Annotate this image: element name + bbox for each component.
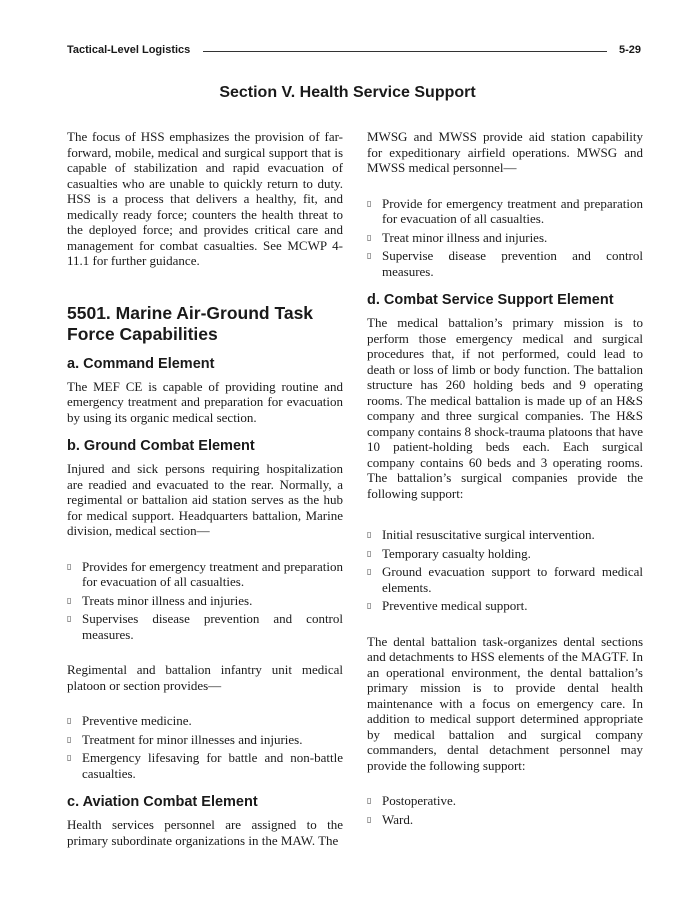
right-column [367,129,643,839]
bullet-icon: ▯ [67,595,72,605]
list-item: ▯ Ward. [367,811,414,827]
bullet-icon: ▯ [367,530,372,539]
subheading-command-element: a. Command Element [67,355,215,372]
bullet-icon: ▯ [67,561,72,571]
bullet-icon: ▯ [367,601,372,610]
list-item: ▯ Postoperative. [367,793,457,808]
list-item: ▯ Preventive medical support. [367,598,528,613]
subheading-ground-combat-element: b. Ground Combat Element [67,438,255,454]
bullet-icon: ▯ [67,753,72,762]
aviation-combat-paragraph: Health services personnel are assigned to the primary subordinate organizations in the MAW. The [67,817,343,848]
subheading-combat-service-support-element: d. Combat Service Support Element [367,292,614,308]
bullet-icon: ▯ [367,198,372,208]
bullet-icon: ▯ [367,796,372,805]
section-title: Section V. Health Service Support [219,84,476,101]
bullet-icon: ▯ [67,614,72,623]
list-item: ▯ Treatment for minor illnesses and injuries. [67,731,303,747]
medical-battalion-paragraph: The medical battalion’s primary mission is to perform those emergency medical and surgical procedures that, if not performed, could lead to death or loss of limb or body function. The battalion structure has 260 holding beds and 9 operating rooms. The medical battalion is made up of an H&S company and three surgical companies. The H&S company contains 8 shock-trauma platoons that have 10 patient-holding beds each. Each surgical company contains 60 beds and 3 operating rooms. The battalion’s surgical companies provide the following support: [367,315,643,501]
command-element-paragraph: The MEF CE is capable of providing routine and emergency treatment and preparation for evacuation by using its organic medical section. [67,378,343,425]
list-item: ▯ Supervise disease prevention and control measures. [367,248,643,279]
ground-combat-list-2 [67,713,343,781]
bullet-icon: ▯ [367,251,372,260]
subheading-aviation-combat-element: c. Aviation Combat Element [67,794,258,810]
medical-battalion-list [367,527,643,614]
list-item: ▯ Initial resuscitative surgical intervention. [367,527,595,542]
list-item: ▯ Preventive medicine. [67,713,192,728]
list-item: ▯ Provide for emergency treatment and preparation for evacuation of all casualties. [367,195,643,226]
header-chapter-title: Tactical-Level Logistics [67,44,191,56]
list-item: ▯ Temporary casualty holding. [367,545,531,561]
aviation-combat-paragraph-continued: MWSG and MWSS provide aid station capability for expeditionary airfield operations. MWSG and MWSS medical personnel— [367,129,643,175]
bullet-icon: ▯ [367,567,372,576]
aviation-combat-list [367,196,643,280]
list-item: ▯ Supervises disease prevention and control measures. [67,611,343,642]
list-item: ▯ Treats minor illness and injuries. [67,592,253,608]
dental-battalion-paragraph: The dental battalion task-organizes dental sections and detachments to HSS elements of the MAGTF. In an operational environment, the dental battalion’s primary mission is to provide dental health maintenance with a focus on emergency care. In addition to medical support determined appropriate by medical battalion and surgical company commanders, dental detachment personnel may provide the following support: [367,633,643,773]
dental-battalion-list [367,793,643,827]
running-header [67,44,641,60]
bullet-icon: ▯ [67,734,72,744]
bullet-icon: ▯ [67,716,72,725]
ground-combat-paragraph: Injured and sick persons requiring hospitalization are readied and evacuated to the rear. Normally, a regimental or battalion aid station serves as the hub for medical support. Headquarters battalion, Marine division, medical section— [67,461,343,538]
bullet-icon: ▯ [367,814,372,824]
ground-combat-list-1 [67,559,343,643]
heading-5501: 5501. Marine Air-Ground Task Force Capabilities [67,302,314,344]
list-item: ▯ Provides for emergency treatment and preparation for evacuation of all casualties. [67,558,343,589]
left-column [67,129,343,860]
bullet-icon: ▯ [367,548,372,558]
intro-paragraph: The focus of HSS emphasizes the provision of far-forward, mobile, medical and surgical support that is capable of stabilization and rapid evacuation of casualties who are unable to quickly return to duty. HSS is a process that delivers a healthy, fit, and medically ready force; counters the health threat to the deployed force; and provides critical care and management for combat casualties. See MCWP 4-11.1 for further guidance. [67,129,343,268]
infantry-medical-paragraph: Regimental and battalion infantry unit medical platoon or section provides— [67,662,343,693]
list-item: ▯ Emergency lifesaving for battle and non-battle casualties. [67,750,343,781]
header-rule [203,51,607,52]
list-item: ▯ Treat minor illness and injuries. [367,229,548,245]
list-item: ▯ Ground evacuation support to forward medical elements. [367,564,643,595]
bullet-icon: ▯ [367,232,372,242]
page-number: 5-29 [618,44,641,56]
